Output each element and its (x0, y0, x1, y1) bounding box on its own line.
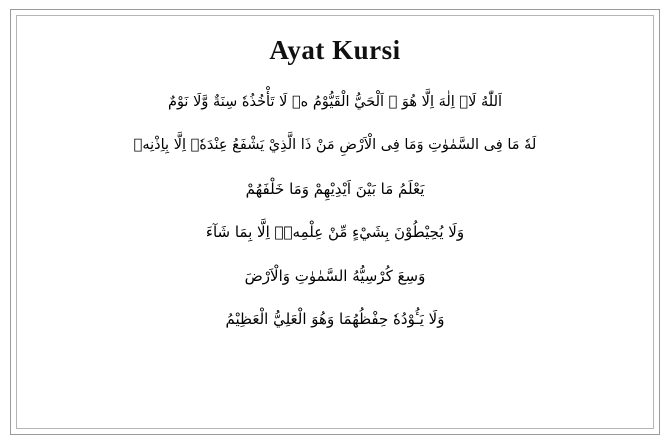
verse-line: وَلَا يُحِيْطُوْنَ بِشَيْءٍ مِّنْ عِلْمِهٖۤ اِلَّا بِمَا شَآءَ (205, 223, 465, 241)
document-content (24, 22, 646, 421)
verse-line: اَللّٰهُ لَاۤ اِلٰهَ اِلَّا هُوَ ۚ اَلْحَيُّ الْقَيُّوْمُ ەۚ لَا تَأْخُذُهٗ سِنَةٌ وَّلَا نَوْمٌ (167, 94, 503, 110)
verse-line: وَسِعَ كُرْسِيُّهُ السَّمٰوٰتِ وَالْاَرْضَ (244, 266, 426, 285)
verse-line: يَعْلَمُ مَا بَيْنَ اَيْدِيْهِمْ وَمَا خَلْفَهُمْ (245, 179, 425, 198)
verse-line: وَلَا يَـُٔوْدُهٗ حِفْظُهُمَا وَهُوَ الْعَلِيُّ الْعَظِيْمُ (225, 310, 445, 328)
verse-line: لَهٗ مَا فِى السَّمٰوٰتِ وَمَا فِى الْاَرْضِ مَنْ ذَا الَّذِيْ يَشْفَعُ عِنْدَهٗۤ اِلَّا بِاِذْنِهٖ (133, 136, 537, 153)
verse-block (24, 92, 646, 331)
page-title: Ayat Kursi (269, 35, 401, 65)
